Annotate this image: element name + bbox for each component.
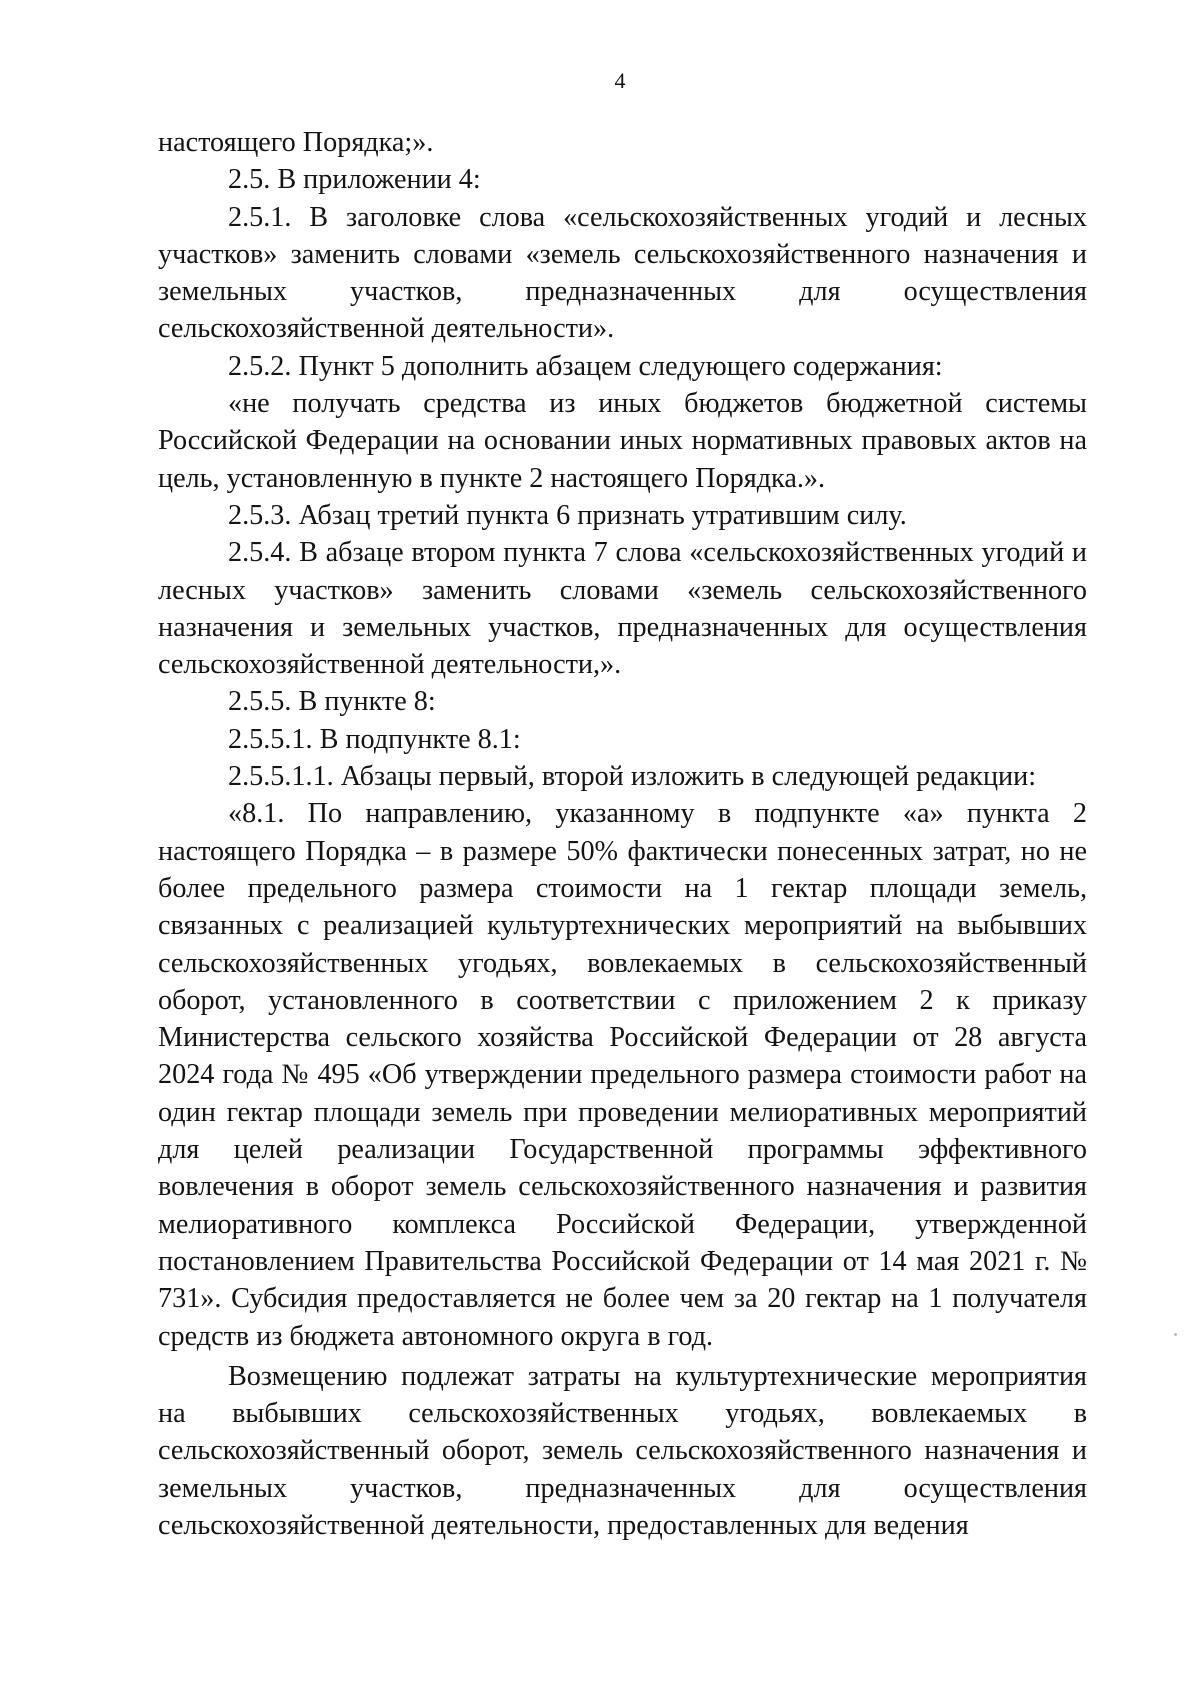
paragraph-2-5-1: 2.5.1. В заголовке слова «сельскохозяйственных угодий и лесных участков» заменить словами «земель сельскохозяйственного назначения и земельных участков, предназначенных для осуществления сельскохозяйственной деятельности». — [158, 201, 1087, 345]
scan-speck — [1174, 1333, 1177, 1336]
paragraph-2-5-5-1-1: 2.5.5.1.1. Абзацы первый, второй изложить в следующей редакции: — [228, 761, 1037, 793]
page-number: 4 — [614, 68, 626, 93]
paragraph-1: настоящего Порядка;». — [158, 127, 434, 158]
paragraph-2-5-5: 2.5.5. В пункте 8: — [228, 686, 436, 718]
paragraph-2-5-2: 2.5.2. Пункт 5 дополнить абзацем следующего содержания: — [228, 350, 943, 382]
paragraph-2-5-3: 2.5.3. Абзац третий пункта 6 признать утратившим силу. — [228, 499, 907, 531]
paragraph-2-5-4: 2.5.4. В абзаце втором пункта 7 слова «сельскохозяйственных угодий и лесных участков» заменить словами «земель сельскохозяйственного назначения и земельных участков, предназначенных для осуществления сельскохозяйственной деятельности,». — [158, 537, 1087, 681]
paragraph-2-5: 2.5. В приложении 4: — [228, 164, 481, 196]
paragraph-8-1-quote: «8.1. По направлению, указанному в подпункте «а» пункта 2 настоящего Порядка – в размере 50% фактически понесенных затрат, но не более предельного размера стоимости на 1 гектар площади земель, связанных с реализацией культуртехнических мероприятий на выбывших сельскохозяйственных угодьях, вовлекаемых в сельскохозяйственный оборот, установленного в соответствии с приложением 2 к приказу Министерства сельского хозяйства Российской Федерации от 28 августа 2024 года № 495 «Об утверждении предельного размера стоимости работ на один гектар площади земель при проведении мелиоративных мероприятий для целей реализации Государственной программы эффективного вовлечения в оборот земель сельскохозяйственного назначения и развития мелиоративного комплекса Российской Федерации, утвержденной постановлением Правительства Российской Федерации от 14 мая 2021 г. № 731». Субсидия предоставляется не более чем за 20 гектар на 1 получателя средств из бюджета автономного округа в год. — [158, 798, 1087, 1352]
document-body — [158, 124, 1087, 1544]
paragraph-2-5-2-quote: «не получать средства из иных бюджетов бюджетной системы Российской Федерации на основании иных нормативных правовых актов на цель, установленную в пункте 2 настоящего Порядка.». — [158, 388, 1087, 494]
paragraph-reimbursement: Возмещению подлежат затраты на культуртехнические мероприятия на выбывших сельскохозяйственных угодьях, вовлекаемых в сельскохозяйственный оборот, земель сельскохозяйственного назначения и земельных участков, предназначенных для осуществления сельскохозяйственной деятельности, предоставленных для ведения — [158, 1360, 1087, 1541]
paragraph-2-5-5-1: 2.5.5.1. В подпункте 8.1: — [228, 723, 521, 755]
